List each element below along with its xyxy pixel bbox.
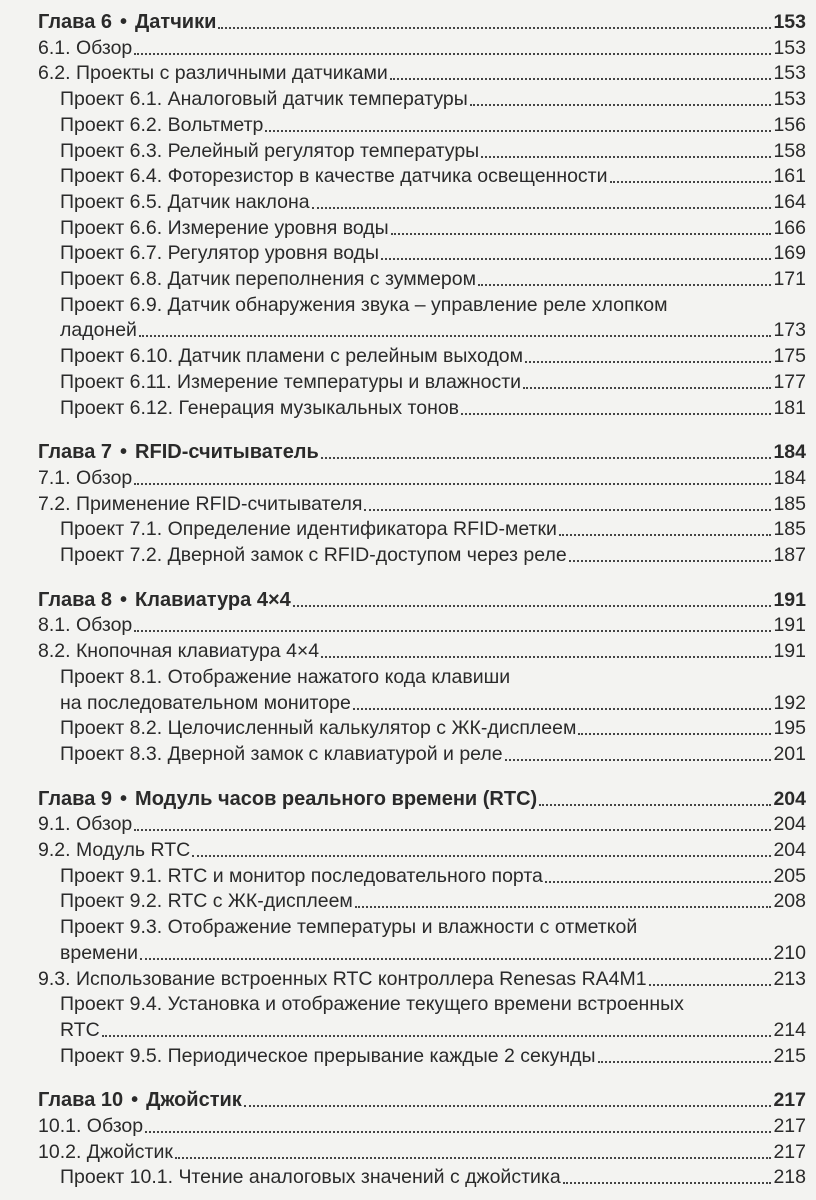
page-number: 217 bbox=[773, 1140, 806, 1163]
toc-entry bbox=[0, 887, 806, 913]
dot-leader bbox=[139, 335, 772, 337]
page-number: 171 bbox=[773, 268, 806, 290]
entry-text: Проект 10.1. Чтение аналоговых значений с джойстика bbox=[60, 1166, 561, 1189]
toc-entry bbox=[0, 689, 806, 715]
page-number: 201 bbox=[773, 742, 806, 765]
toc-entry bbox=[0, 342, 806, 368]
entry-text: 9.1. Обзор bbox=[38, 813, 133, 836]
dot-leader bbox=[598, 1061, 772, 1063]
entry-text: Проект 9.1. RTC и монитор последовательного порта bbox=[60, 864, 543, 887]
toc-entry bbox=[0, 836, 806, 862]
chapter-title bbox=[38, 588, 293, 612]
chapter-label: Глава 7 bbox=[38, 441, 113, 464]
dot-leader bbox=[134, 483, 771, 485]
chapter-heading bbox=[0, 8, 806, 34]
entry-text: 6.2. Проекты с различными датчиками bbox=[38, 62, 388, 85]
page-number: 204 bbox=[773, 787, 806, 810]
entry-text: 10.2. Джойстик bbox=[38, 1140, 173, 1163]
chapter-title bbox=[38, 10, 218, 34]
chapter-label: Глава 8 bbox=[38, 588, 113, 611]
toc-entry bbox=[0, 1042, 806, 1068]
dot-leader bbox=[134, 829, 771, 831]
entry-text: Проект 6.9. Датчик обнаружения звука – управление реле хлопком bbox=[60, 293, 668, 316]
page-number: 210 bbox=[773, 941, 806, 964]
page-number: 153 bbox=[773, 62, 806, 85]
entry-text: Проект 6.3. Релейный регулятор температуры bbox=[60, 139, 480, 162]
entry-text-continued: RTC bbox=[60, 1018, 100, 1041]
toc-entry bbox=[0, 85, 806, 111]
dot-leader bbox=[381, 258, 771, 260]
dot-leader bbox=[218, 27, 771, 29]
dot-leader bbox=[140, 958, 771, 960]
page-number: 153 bbox=[773, 36, 806, 59]
dot-leader bbox=[293, 605, 772, 607]
entry-text: Проект 6.4. Фоторезистор в качестве датчика освещенности bbox=[60, 165, 608, 188]
toc-entry bbox=[0, 1112, 806, 1138]
entry-text: 7.1. Обзор bbox=[38, 466, 133, 489]
entry-text: Проект 9.2. RTC с ЖК-дисплеем bbox=[60, 890, 353, 913]
page-number: 161 bbox=[773, 165, 806, 188]
page-number: 191 bbox=[773, 588, 806, 611]
toc-entry bbox=[0, 939, 806, 965]
toc-entry bbox=[0, 714, 806, 740]
entry-text: 10.1. Обзор bbox=[38, 1115, 144, 1137]
toc-entry bbox=[0, 541, 806, 567]
chapter-heading bbox=[0, 785, 806, 811]
entry-text: Проект 8.1. Отображение нажатого кода клавиши bbox=[60, 665, 511, 688]
toc-entry bbox=[0, 265, 806, 291]
dot-leader bbox=[321, 457, 772, 459]
chapter-name: Клавиатура 4×4 bbox=[135, 588, 291, 611]
dot-leader bbox=[461, 413, 771, 415]
bullet-separator: • bbox=[131, 1089, 139, 1112]
dot-leader bbox=[563, 1182, 772, 1184]
page-number: 192 bbox=[773, 691, 806, 714]
dot-leader bbox=[545, 881, 772, 883]
chapter-name: Датчики bbox=[135, 11, 217, 33]
chapter-name: Модуль часов реального времени (RTC) bbox=[135, 787, 538, 810]
page-number: 215 bbox=[773, 1044, 806, 1067]
page-number: 187 bbox=[773, 544, 806, 566]
entry-text: 9.2. Модуль RTC bbox=[38, 839, 191, 861]
entry-text-continued: времени bbox=[60, 941, 138, 964]
toc-entry bbox=[0, 188, 806, 214]
bullet-separator: • bbox=[120, 588, 128, 611]
toc-entry bbox=[0, 34, 806, 60]
toc-entry bbox=[0, 862, 806, 888]
page-number: 217 bbox=[773, 1089, 806, 1112]
page-number: 217 bbox=[773, 1115, 806, 1137]
dot-leader bbox=[391, 233, 772, 235]
page-number: 218 bbox=[773, 1166, 806, 1189]
dot-leader bbox=[134, 630, 771, 632]
dot-leader bbox=[481, 156, 771, 158]
entry-text-continued: на последовательном мониторе bbox=[60, 691, 351, 714]
bullet-separator: • bbox=[120, 441, 128, 464]
toc-entry bbox=[0, 1138, 806, 1164]
toc-entry bbox=[0, 1163, 806, 1189]
dot-leader bbox=[578, 733, 771, 735]
page-number: 175 bbox=[773, 345, 806, 368]
entry-text: Проект 7.2. Дверной замок с RFID-доступом через реле bbox=[60, 544, 567, 566]
entry-text: Проект 8.3. Дверной замок с клавиатурой и реле bbox=[60, 742, 503, 765]
page-number: 195 bbox=[773, 717, 806, 740]
chapter-title bbox=[38, 1088, 244, 1112]
toc-entry bbox=[0, 59, 806, 85]
chapter-title bbox=[38, 787, 539, 811]
dot-leader bbox=[102, 1035, 772, 1037]
entry-text: Проект 6.6. Измерение уровня воды bbox=[60, 216, 389, 239]
dot-leader bbox=[559, 534, 772, 536]
dot-leader bbox=[505, 759, 772, 761]
toc-entry bbox=[0, 464, 806, 490]
page-number: 181 bbox=[773, 396, 806, 419]
toc-entry bbox=[0, 637, 806, 663]
toc-entry bbox=[0, 965, 806, 991]
page-number: 208 bbox=[773, 890, 806, 913]
page-number: 177 bbox=[773, 370, 806, 393]
page-number: 153 bbox=[773, 11, 806, 33]
entry-text: Проект 8.2. Целочисленный калькулятор с ЖК-дисплеем bbox=[60, 717, 577, 740]
chapter-title bbox=[38, 440, 321, 464]
entry-text: Проект 9.5. Периодическое прерывание каждые 2 секунды bbox=[60, 1044, 596, 1067]
page-number: 205 bbox=[773, 864, 806, 887]
entry-text: Проект 9.3. Отображение температуры и влажности с отметкой bbox=[60, 916, 638, 939]
chapter-name: RFID-считыватель bbox=[135, 441, 319, 464]
chapter-heading bbox=[0, 438, 806, 464]
entry-text: 6.1. Обзор bbox=[38, 36, 133, 59]
entry-text: Проект 6.1. Аналоговый датчик температуры bbox=[60, 88, 468, 111]
toc-entry bbox=[0, 316, 806, 342]
dot-leader bbox=[175, 1157, 772, 1159]
page-number: 164 bbox=[773, 190, 806, 213]
chapter-name: Джойстик bbox=[146, 1089, 242, 1112]
page-number: 169 bbox=[773, 242, 806, 265]
dot-leader bbox=[649, 984, 772, 986]
dot-leader bbox=[364, 509, 771, 511]
dot-leader bbox=[244, 1105, 772, 1107]
chapter-label: Глава 10 bbox=[38, 1089, 124, 1112]
dot-leader bbox=[321, 656, 771, 658]
toc-entry bbox=[0, 111, 806, 137]
dot-leader bbox=[525, 361, 771, 363]
page-number: 158 bbox=[773, 139, 806, 162]
chapter-label: Глава 9 bbox=[38, 787, 113, 810]
chapter-heading bbox=[0, 586, 806, 612]
dot-leader bbox=[539, 804, 771, 806]
page-number: 185 bbox=[773, 492, 806, 515]
entry-text: Проект 6.7. Регулятор уровня воды bbox=[60, 242, 380, 265]
toc-entry bbox=[0, 1016, 806, 1042]
dot-leader bbox=[353, 708, 772, 710]
page-number: 185 bbox=[773, 518, 806, 541]
dot-leader bbox=[523, 387, 771, 389]
toc-entry bbox=[0, 611, 806, 637]
entry-text: Проект 6.10. Датчик пламени с релейным выходом bbox=[60, 345, 523, 368]
bullet-separator: • bbox=[120, 11, 128, 33]
entry-text: Проект 6.2. Вольтметр bbox=[60, 113, 264, 136]
entry-text: Проект 7.1. Определение идентификатора RFID-метки bbox=[60, 518, 557, 541]
toc-entry bbox=[0, 162, 806, 188]
toc-entry-line bbox=[0, 990, 806, 1016]
dot-leader bbox=[610, 181, 772, 183]
dot-leader bbox=[470, 104, 772, 106]
toc-entry bbox=[0, 394, 806, 420]
dot-leader bbox=[569, 560, 772, 562]
toc-entry-line bbox=[0, 291, 806, 317]
entry-text: 7.2. Применение RFID-считывателя bbox=[38, 492, 363, 515]
page-number: 184 bbox=[773, 441, 806, 464]
entry-text: 8.2. Кнопочная клавиатура 4×4 bbox=[38, 640, 320, 663]
page-number: 204 bbox=[773, 813, 806, 836]
page-number: 184 bbox=[773, 466, 806, 489]
toc-entry-line bbox=[0, 663, 806, 689]
toc-entry-line bbox=[0, 913, 806, 939]
chapter-heading bbox=[0, 1086, 806, 1112]
bullet-separator: • bbox=[120, 787, 128, 810]
dot-leader bbox=[192, 855, 771, 857]
page-number: 204 bbox=[773, 839, 806, 861]
dot-leader bbox=[390, 78, 772, 80]
toc-entry bbox=[0, 515, 806, 541]
dot-leader bbox=[478, 284, 771, 286]
toc-entry bbox=[0, 810, 806, 836]
dot-leader bbox=[312, 207, 772, 209]
entry-text-continued: ладоней bbox=[60, 319, 137, 342]
page-number: 156 bbox=[773, 113, 806, 136]
entry-text: Проект 6.11. Измерение температуры и влажности bbox=[60, 370, 522, 393]
entry-text: Проект 9.4. Установка и отображение текущего времени встроенных bbox=[60, 993, 684, 1016]
page-number: 166 bbox=[773, 216, 806, 239]
page-number: 191 bbox=[773, 640, 806, 663]
toc-entry bbox=[0, 137, 806, 163]
page-number: 153 bbox=[773, 88, 806, 111]
toc-entry bbox=[0, 239, 806, 265]
entry-text: 9.3. Использование встроенных RTC контроллера Renesas RA4M1 bbox=[38, 967, 647, 990]
entry-text: Проект 6.8. Датчик переполнения с зуммером bbox=[60, 268, 477, 290]
dot-leader bbox=[355, 906, 772, 908]
entry-text: 8.1. Обзор bbox=[38, 614, 133, 637]
toc-entry bbox=[0, 368, 806, 394]
dot-leader bbox=[265, 130, 771, 132]
page-number: 173 bbox=[773, 319, 806, 342]
toc-entry bbox=[0, 490, 806, 516]
chapter-label: Глава 6 bbox=[38, 11, 113, 33]
entry-text: Проект 6.5. Датчик наклона bbox=[60, 190, 310, 213]
toc-entry bbox=[0, 214, 806, 240]
page-number: 214 bbox=[773, 1018, 806, 1041]
dot-leader bbox=[145, 1131, 771, 1133]
page-number: 213 bbox=[773, 967, 806, 990]
entry-text: Проект 6.12. Генерация музыкальных тонов bbox=[60, 396, 460, 419]
dot-leader bbox=[134, 53, 771, 55]
toc-entry bbox=[0, 740, 806, 766]
page-number: 191 bbox=[773, 614, 806, 637]
